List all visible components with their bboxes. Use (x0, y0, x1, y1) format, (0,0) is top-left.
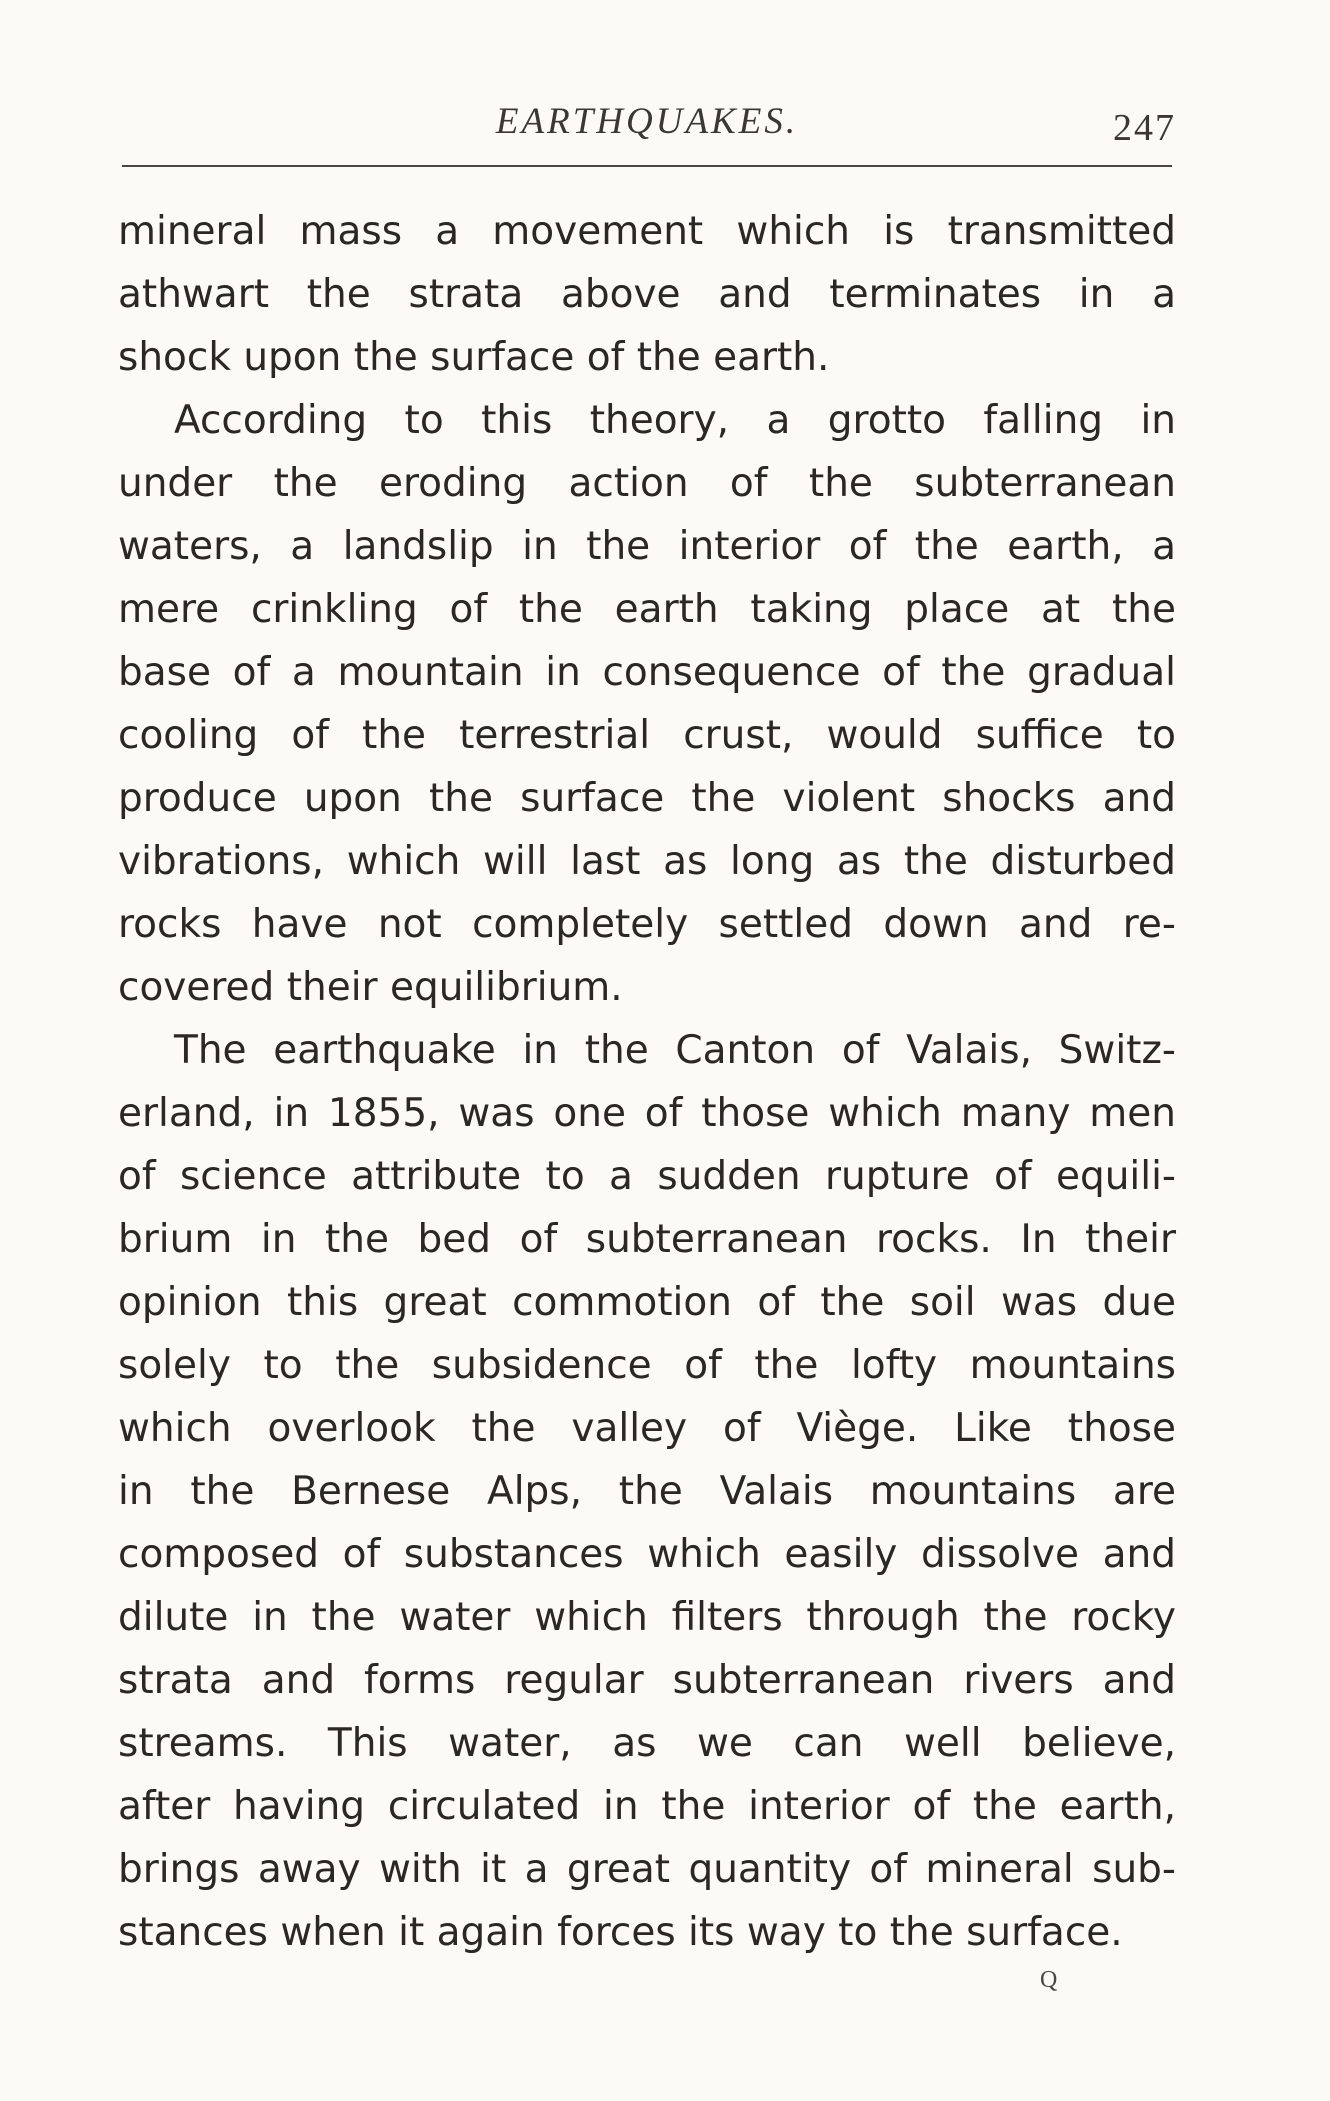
text-line: cooling of the terrestrial crust, would suffice to (118, 713, 1176, 758)
text-line: dilute in the water which filters through the rocky (118, 1595, 1176, 1640)
text-line: opinion this great commotion of the soil was due (118, 1280, 1176, 1325)
text-line: waters, a landslip in the interior of the earth, a (118, 524, 1176, 569)
text-line: The earthquake in the Canton of Valais, Switz- (174, 1028, 1176, 1073)
text-line: which overlook the valley of Viège. Like those (118, 1406, 1176, 1451)
text-line: in the Bernese Alps, the Valais mountains are (118, 1469, 1176, 1514)
text-line: composed of substances which easily dissolve and (118, 1532, 1176, 1577)
text-line: mere crinkling of the earth taking place at the (118, 587, 1176, 632)
text-line: stances when it again forces its way to the surface. (118, 1910, 1123, 1955)
text-line: covered their equilibrium. (118, 965, 623, 1010)
text-line: of science attribute to a sudden rupture of equili- (118, 1154, 1176, 1199)
running-head (118, 92, 1176, 152)
text-line: athwart the strata above and terminates in a (118, 272, 1176, 317)
text-line: brium in the bed of subterranean rocks. In their (118, 1217, 1176, 1262)
header-rule (122, 165, 1172, 167)
body-text (118, 200, 1176, 1964)
text-line: shock upon the surface of the earth. (118, 335, 830, 380)
signature-mark: Q (1040, 1967, 1058, 1993)
text-line: strata and forms regular subterranean rivers and (118, 1658, 1176, 1703)
text-line: produce upon the surface the violent shocks and (118, 776, 1176, 821)
text-line: under the eroding action of the subterranean (118, 461, 1176, 506)
text-line: streams. This water, as we can well believe, (118, 1721, 1176, 1766)
text-line: vibrations, which will last as long as the disturbed (118, 839, 1176, 884)
running-title: EARTHQUAKES. (495, 101, 799, 142)
text-line: According to this theory, a grotto falling in (174, 398, 1176, 443)
page-number: 247 (1113, 107, 1176, 149)
text-line: erland, in 1855, was one of those which many men (118, 1091, 1176, 1136)
text-line: base of a mountain in consequence of the gradual (118, 650, 1176, 695)
text-line: solely to the subsidence of the lofty mountains (118, 1343, 1176, 1388)
text-line: brings away with it a great quantity of mineral sub- (118, 1847, 1176, 1892)
text-line: after having circulated in the interior of the earth, (118, 1784, 1176, 1829)
text-line: mineral mass a movement which is transmitted (118, 209, 1176, 254)
text-line: rocks have not completely settled down and re- (118, 902, 1176, 947)
